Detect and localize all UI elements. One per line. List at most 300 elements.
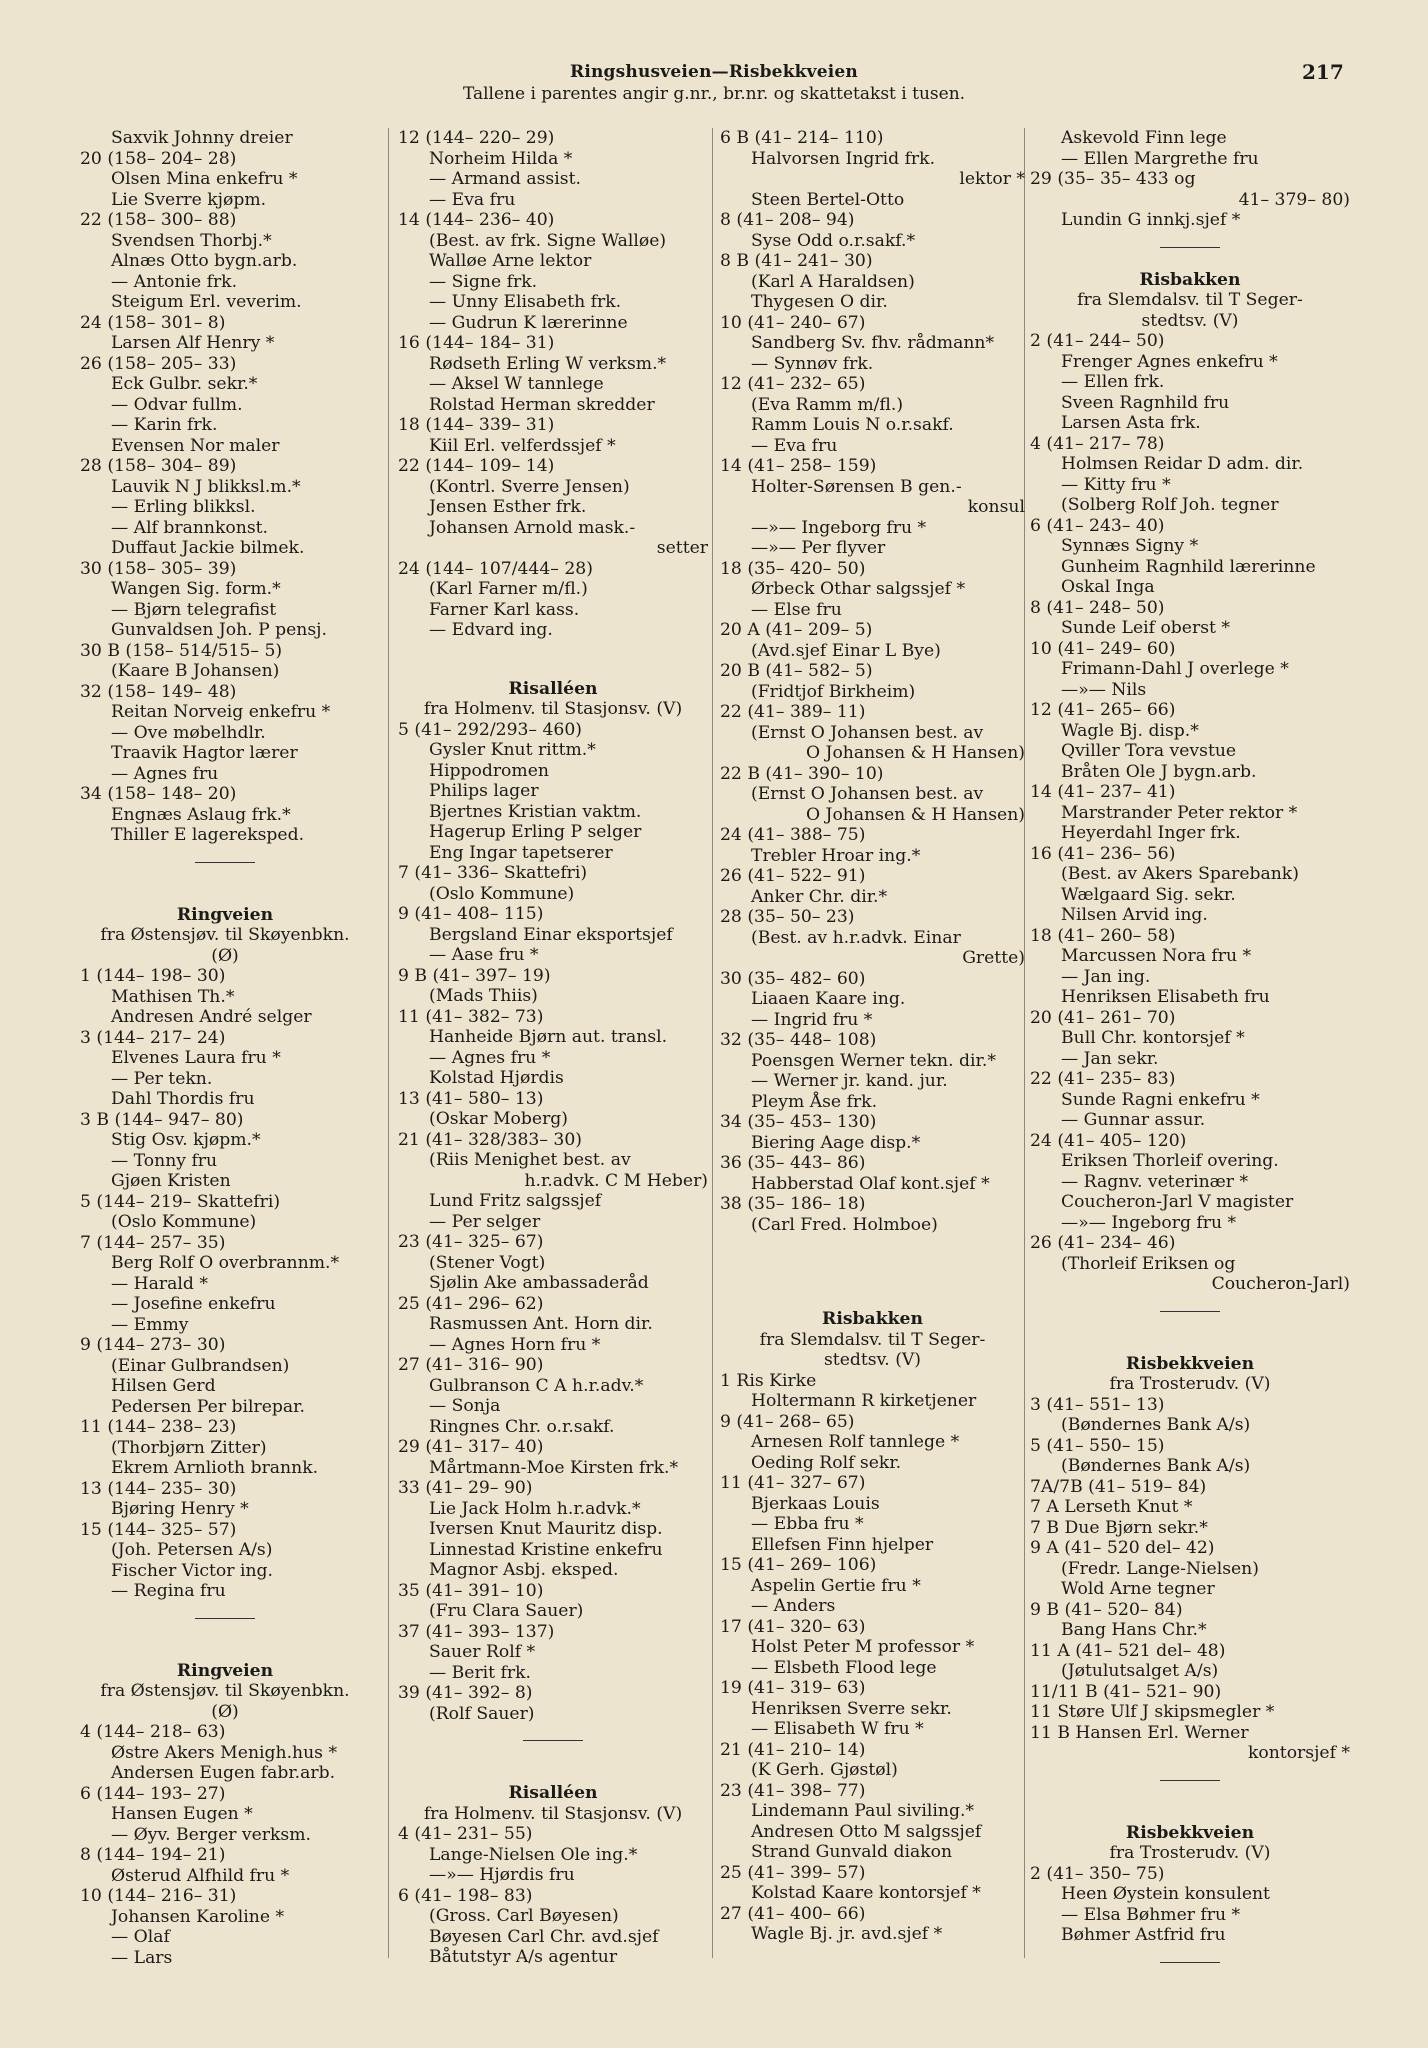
entry: Kolstad Kaare kontorsjef * xyxy=(751,1883,981,1903)
directory-column-3 xyxy=(720,128,1025,1945)
entry: (Riis Menighet best. av xyxy=(429,1150,631,1170)
entry: Alnæs Otto bygn.arb. xyxy=(111,251,298,271)
address-entry: 12 (41– 232– 65) xyxy=(720,374,866,394)
entry-continuation: setter xyxy=(656,538,708,558)
address-entry: 18 (35– 420– 50) xyxy=(720,558,866,579)
address-entry: 34 (158– 148– 20) xyxy=(80,784,237,804)
entry: Hippodromen xyxy=(429,760,549,781)
entry: Jensen Esther frk. xyxy=(429,497,587,517)
entry: Steigum Erl. veverim. xyxy=(111,292,302,312)
street-range: fra Trosterudv. (V) xyxy=(1109,1843,1271,1863)
entry: — Aase fru * xyxy=(429,945,539,965)
entry: — Elisabeth W fru * xyxy=(751,1719,924,1739)
entry: (Bøndernes Bank A/s) xyxy=(1061,1415,1251,1435)
section-divider xyxy=(195,1618,255,1619)
entry: Duffaut Jackie bilmek. xyxy=(111,538,305,558)
address-entry: 21 (41– 210– 14) xyxy=(720,1739,866,1760)
directory-column-4 xyxy=(1030,128,1350,1985)
entry: (Eva Ramm m/fl.) xyxy=(751,394,904,415)
running-head: Ringshusveien—Risbekkveien xyxy=(570,62,858,82)
address-entry: 29 (41– 317– 40) xyxy=(398,1437,544,1457)
entry: — Else fru xyxy=(751,599,842,620)
entry: Holst Peter M professor * xyxy=(751,1637,975,1657)
entry: — Kitty fru * xyxy=(1061,474,1171,495)
entry: Linnestad Kristine enkefru xyxy=(429,1539,663,1560)
entry: Marstrander Peter rektor * xyxy=(1061,802,1298,823)
entry: Gysler Knut rittm.* xyxy=(429,740,596,760)
entry: Rasmussen Ant. Horn dir. xyxy=(429,1314,653,1334)
address-entry: 23 (41– 398– 77) xyxy=(720,1780,866,1801)
address-entry: 9 (41– 408– 115) xyxy=(398,904,544,924)
address-entry: 22 (158– 300– 88) xyxy=(80,210,237,230)
entry: Hansen Eugen * xyxy=(111,1804,253,1824)
entry: (Solberg Rolf Joh. tegner xyxy=(1061,495,1279,515)
entry: Engnæs Aslaug frk.* xyxy=(111,804,291,825)
entry: Heyerdahl Inger frk. xyxy=(1061,823,1241,843)
entry: Lund Fritz salgssjef xyxy=(429,1191,602,1211)
entry: — Aksel W tannlege xyxy=(429,374,604,394)
entry: Bøyesen Carl Chr. avd.sjef xyxy=(429,1926,659,1947)
street-range: fra Holmenv. til Stasjonsv. (V) xyxy=(423,699,683,719)
address-entry: 38 (35– 186– 18) xyxy=(720,1194,866,1214)
entry: Østerud Alfhild fru * xyxy=(111,1865,290,1886)
address-entry: 7A/7B (41– 519– 84) xyxy=(1030,1476,1207,1497)
section-divider xyxy=(1160,1962,1220,1963)
entry: Biering Aage disp.* xyxy=(751,1132,921,1153)
entry: — Ellen Margrethe fru xyxy=(1061,148,1259,169)
entry: (Carl Fred. Holmboe) xyxy=(751,1214,938,1235)
entry: Gunvaldsen Joh. P pensj. xyxy=(111,620,327,640)
entry: Kolstad Hjørdis xyxy=(429,1068,564,1088)
entry: — Odvar fullm. xyxy=(111,394,243,415)
entry: (Fridtjof Birkheim) xyxy=(751,681,916,702)
address-entry: 6 (41– 198– 83) xyxy=(398,1885,533,1906)
entry: (Jøtulutsalget A/s) xyxy=(1061,1661,1219,1681)
entry: — Jan sekr. xyxy=(1061,1048,1159,1069)
entry: Østre Akers Menigh.hus * xyxy=(111,1742,338,1763)
entry: — Berit frk. xyxy=(429,1662,531,1683)
entry: Wagle Bj. jr. avd.sjef * xyxy=(751,1924,943,1944)
column-rule xyxy=(388,128,389,1958)
entry: Wælgaard Sig. sekr. xyxy=(1061,884,1236,905)
address-entry: 8 B (41– 241– 30) xyxy=(720,251,873,271)
address-entry: 1 (144– 198– 30) xyxy=(80,966,226,986)
entry: (Karl Farner m/fl.) xyxy=(429,579,588,599)
entry: Gulbranson C A h.r.adv.* xyxy=(429,1375,644,1396)
entry: Aspelin Gertie fru * xyxy=(751,1575,921,1596)
entry: Liaaen Kaare ing. xyxy=(751,989,906,1009)
address-entry: 18 (144– 339– 31) xyxy=(398,415,555,435)
street-heading: Risalléen xyxy=(508,1783,598,1803)
entry: Fischer Victor ing. xyxy=(111,1560,273,1581)
section-divider xyxy=(1160,247,1220,248)
address-entry: 6 (41– 243– 40) xyxy=(1030,515,1165,536)
entry: — Elsa Bøhmer fru * xyxy=(1061,1904,1241,1925)
entry: — Ove møbelhdlr. xyxy=(111,722,266,743)
address-entry: 8 (41– 208– 94) xyxy=(720,210,855,230)
address-entry: 10 (144– 216– 31) xyxy=(80,1886,237,1906)
entry: Pedersen Per bilrepar. xyxy=(111,1396,305,1417)
address-entry: 22 (41– 235– 83) xyxy=(1030,1069,1176,1089)
address-entry: 9 B (41– 520– 84) xyxy=(1030,1599,1183,1620)
entry: Olsen Mina enkefru * xyxy=(111,169,298,189)
entry: Poensgen Werner tekn. dir.* xyxy=(751,1050,996,1071)
address-entry: 2 (41– 244– 50) xyxy=(1030,331,1165,351)
entry: —»— Ingeborg fru * xyxy=(751,517,927,538)
entry: Lange-Nielsen Ole ing.* xyxy=(429,1844,638,1865)
entry: Hilsen Gerd xyxy=(111,1376,216,1396)
entry: Andresen Otto M salgssjef xyxy=(751,1821,982,1842)
entry: Norheim Hilda * xyxy=(429,148,573,169)
address-entry: 32 (158– 149– 48) xyxy=(80,681,237,702)
page-header xyxy=(0,62,1428,104)
entry: — Agnes Horn fru * xyxy=(429,1334,601,1355)
entry: Ekrem Arnlioth brannk. xyxy=(111,1458,319,1478)
entry: (Best. av Akers Sparebank) xyxy=(1061,864,1299,884)
entry: Wold Arne tegner xyxy=(1061,1579,1215,1599)
address-entry: 4 (41– 231– 55) xyxy=(398,1824,533,1844)
entry: Nilsen Arvid ing. xyxy=(1061,905,1208,925)
entry: — Karin frk. xyxy=(111,415,218,435)
street-range: fra Slemdalsv. til T Seger- xyxy=(759,1329,986,1350)
section-divider xyxy=(523,1740,583,1741)
entry-continuation: kontorsjef * xyxy=(1247,1743,1350,1763)
entry: Ramm Louis N o.r.sakf. xyxy=(751,415,954,435)
entry: Magnor Asbj. eksped. xyxy=(429,1560,619,1580)
address-entry: 20 A (41– 209– 5) xyxy=(720,620,873,640)
entry: Sauer Rolf * xyxy=(429,1642,536,1662)
entry: Halvorsen Ingrid frk. xyxy=(751,148,936,169)
entry: Andresen André selger xyxy=(111,1007,312,1027)
address-entry: 32 (35– 448– 108) xyxy=(720,1030,877,1050)
entry: Lie Sverre kjøpm. xyxy=(111,189,267,210)
entry: Strand Gunvald diakon xyxy=(751,1842,953,1862)
street-side: (Ø) xyxy=(211,1701,239,1722)
entry: — Edvard ing. xyxy=(429,620,553,640)
address-entry: 22 (41– 389– 11) xyxy=(720,702,866,722)
entry: Lindemann Paul siviling.* xyxy=(751,1801,975,1821)
address-entry: 28 (158– 304– 89) xyxy=(80,456,237,476)
entry: Traavik Hagtor lærer xyxy=(111,743,298,763)
column-rule xyxy=(712,128,713,1958)
address-entry: 39 (41– 392– 8) xyxy=(398,1683,533,1703)
address-entry: 22 B (41– 390– 10) xyxy=(720,763,884,784)
address-entry: 1 Ris Kirke xyxy=(720,1370,817,1391)
street-range: fra Holmenv. til Stasjonsv. (V) xyxy=(423,1803,683,1824)
entry: Holmsen Reidar D adm. dir. xyxy=(1061,454,1304,474)
entry: — Werner jr. kand. jur. xyxy=(751,1071,948,1091)
address-entry: 2 (41– 350– 75) xyxy=(1030,1863,1165,1884)
address-entry: 14 (144– 236– 40) xyxy=(398,210,555,230)
address-entry: 11 (144– 238– 23) xyxy=(80,1417,237,1437)
address-entry: 10 (41– 240– 67) xyxy=(720,312,866,333)
entry: Askevold Finn lege xyxy=(1061,128,1227,148)
entry: Henriksen Elisabeth fru xyxy=(1061,987,1270,1007)
address-entry: 9 (144– 273– 30) xyxy=(80,1335,226,1355)
address-entry: 14 (41– 237– 41) xyxy=(1030,782,1176,802)
address-entry: 20 (158– 204– 28) xyxy=(80,148,237,169)
entry: — Lars xyxy=(111,1947,173,1968)
address-entry: 36 (35– 443– 86) xyxy=(720,1153,866,1173)
entry: —»— Ingeborg fru * xyxy=(1061,1212,1237,1233)
entry: Synnæs Signy * xyxy=(1061,536,1199,556)
address-entry: 27 (41– 316– 90) xyxy=(398,1355,544,1375)
entry: Sandberg Sv. fhv. rådmann* xyxy=(751,333,995,353)
entry: — Unny Elisabeth frk. xyxy=(429,292,622,312)
entry: Johansen Karoline * xyxy=(111,1906,285,1927)
entry: — Tonny fru xyxy=(111,1150,218,1171)
entry: — Gudrun K lærerinne xyxy=(429,312,628,333)
entry: (Oslo Kommune) xyxy=(429,883,575,904)
entry: — Øyv. Berger verksm. xyxy=(111,1824,312,1845)
entry-continuation: 41– 379– 80) xyxy=(1238,189,1350,210)
entry: Frimann-Dahl J overlege * xyxy=(1061,659,1289,679)
address-entry: 20 (41– 261– 70) xyxy=(1030,1007,1176,1028)
entry: Marcussen Nora fru * xyxy=(1061,946,1252,966)
address-entry: 7 (41– 336– Skattefri) xyxy=(398,863,588,883)
entry: Bjertnes Kristian vaktm. xyxy=(429,801,642,822)
entry: Reitan Norveig enkefru * xyxy=(111,702,331,722)
entry: Larsen Asta frk. xyxy=(1061,413,1201,433)
entry: Berg Rolf O overbrannm.* xyxy=(111,1253,340,1273)
street-heading: Risbekkveien xyxy=(1125,1822,1255,1843)
entry: Evensen Nor maler xyxy=(111,435,280,456)
entry: Thygesen O dir. xyxy=(751,292,888,312)
entry: — Agnes fru * xyxy=(429,1047,551,1068)
entry: Larsen Alf Henry * xyxy=(111,333,275,353)
address-entry: 9 A (41– 520 del– 42) xyxy=(1030,1538,1215,1558)
entry: Sunde Ragni enkefru * xyxy=(1061,1089,1260,1110)
address-entry: 4 (41– 217– 78) xyxy=(1030,433,1165,454)
entry: Mathisen Th.* xyxy=(111,986,235,1007)
entry: — Bjørn telegrafist xyxy=(111,599,277,620)
entry: — Signe frk. xyxy=(429,271,538,292)
address-entry: 11 Støre Ulf J skipsmegler * xyxy=(1030,1702,1275,1722)
entry: Holter-Sørensen B gen.- xyxy=(751,476,962,497)
entry: — Olaf xyxy=(111,1927,170,1947)
address-entry: 30 B (158– 514/515– 5) xyxy=(80,640,283,661)
entry: Syse Odd o.r.sakf.* xyxy=(751,230,916,251)
street-range: stedtsv. (V) xyxy=(1141,310,1239,331)
entry: Farner Karl kass. xyxy=(429,599,580,620)
directory-column-2 xyxy=(398,128,708,1968)
entry-continuation: O Johansen & H Hansen) xyxy=(806,743,1025,763)
entry: — Armand assist. xyxy=(429,169,581,189)
entry: —»— Hjørdis fru xyxy=(429,1865,575,1885)
address-entry: 24 (41– 388– 75) xyxy=(720,825,866,845)
entry: (Kaare B Johansen) xyxy=(111,661,280,681)
address-entry: 35 (41– 391– 10) xyxy=(398,1580,544,1601)
entry: Elvenes Laura fru * xyxy=(111,1048,281,1068)
entry: Bull Chr. kontorsjef * xyxy=(1061,1028,1245,1048)
entry: (Fredr. Lange-Nielsen) xyxy=(1061,1558,1259,1579)
entry: — Regina fru xyxy=(111,1581,226,1601)
entry: Wagle Bj. disp.* xyxy=(1061,720,1199,741)
page-subtitle: Tallene i parentes angir g.nr., br.nr. og skattetakst i tusen. xyxy=(462,84,966,104)
entry: Trebler Hroar ing.* xyxy=(751,845,921,866)
entry: Gunheim Ragnhild lærerinne xyxy=(1061,556,1316,577)
section-divider xyxy=(1160,1780,1220,1781)
entry: Coucheron-Jarl V magister xyxy=(1061,1192,1294,1212)
entry: — Josefine enkefru xyxy=(111,1294,276,1314)
entry: Frenger Agnes enkefru * xyxy=(1061,351,1278,372)
entry: — Gunnar assur. xyxy=(1061,1110,1206,1130)
entry: — Synnøv frk. xyxy=(751,353,874,374)
entry: (Thorbjørn Zitter) xyxy=(111,1437,267,1458)
address-entry: 23 (41– 325– 67) xyxy=(398,1232,544,1252)
address-entry: 12 (41– 265– 66) xyxy=(1030,700,1176,720)
entry: Henriksen Sverre sekr. xyxy=(751,1698,952,1719)
entry: (Bøndernes Bank A/s) xyxy=(1061,1456,1251,1476)
address-entry: 20 B (41– 582– 5) xyxy=(720,661,873,681)
address-entry: 9 B (41– 397– 19) xyxy=(398,965,551,986)
entry: — Sonja xyxy=(429,1396,501,1416)
entry: Thiller E lagereksped. xyxy=(111,825,305,845)
entry: Bang Hans Chr.* xyxy=(1061,1620,1207,1640)
entry: (K Gerh. Gjøstøl) xyxy=(751,1760,898,1780)
address-entry: 16 (41– 236– 56) xyxy=(1030,843,1176,864)
address-entry: 3 (144– 217– 24) xyxy=(80,1027,226,1048)
entry: (Rolf Sauer) xyxy=(429,1703,535,1724)
address-entry: 37 (41– 393– 137) xyxy=(398,1621,555,1642)
entry: — Erling blikksl. xyxy=(111,497,256,517)
section-divider xyxy=(1160,1311,1220,1312)
address-entry: 9 (41– 268– 65) xyxy=(720,1411,855,1432)
street-heading: Risbakken xyxy=(822,1309,923,1329)
address-entry: 5 (144– 219– Skattefri) xyxy=(80,1191,281,1212)
entry: Båtutstyr A/s agentur xyxy=(429,1947,618,1967)
address-entry: 5 (41– 292/293– 460) xyxy=(398,719,583,740)
street-side: (Ø) xyxy=(211,945,239,966)
entry: (Ernst O Johansen best. av xyxy=(751,784,984,804)
address-entry: 11 (41– 327– 67) xyxy=(720,1473,866,1493)
entry: Ørbeck Othar salgssjef * xyxy=(751,579,966,599)
street-range: fra Østensjøv. til Skøyenbkn. xyxy=(100,925,350,945)
address-entry: 26 (41– 522– 91) xyxy=(720,866,866,886)
address-entry: 22 (144– 109– 14) xyxy=(398,456,555,476)
address-entry: 29 (35– 35– 433 og xyxy=(1030,169,1196,189)
entry: (Thorleif Eriksen og xyxy=(1061,1253,1236,1274)
entry: — Antonie frk. xyxy=(111,271,238,292)
street-range: fra Slemdalsv. til T Seger- xyxy=(1077,290,1303,310)
street-heading: Ringveien xyxy=(176,904,274,925)
entry: Iversen Knut Mauritz disp. xyxy=(429,1519,663,1539)
entry: Bøhmer Astfrid fru xyxy=(1061,1925,1226,1945)
entry: — Eva fru xyxy=(751,435,838,456)
entry: — Jan ing. xyxy=(1061,966,1151,987)
entry: — Ragnv. veterinær * xyxy=(1061,1171,1249,1192)
entry: Stig Osv. kjøpm.* xyxy=(111,1130,261,1150)
address-entry: 3 (41– 551– 13) xyxy=(1030,1394,1165,1415)
entry: Bjerkaas Louis xyxy=(751,1493,880,1514)
entry: Eck Gulbr. sekr.* xyxy=(111,374,258,394)
entry: Sjølin Ake ambassaderåd xyxy=(429,1273,649,1293)
address-entry: 18 (41– 260– 58) xyxy=(1030,925,1176,946)
entry: — Agnes fru xyxy=(111,763,219,784)
entry: Lundin G innkj.sjef * xyxy=(1061,210,1241,230)
address-entry: 28 (35– 50– 23) xyxy=(720,907,855,927)
entry: Sunde Leif oberst * xyxy=(1061,618,1230,638)
entry: — Anders xyxy=(751,1596,836,1616)
entry: Heen Øystein konsulent xyxy=(1061,1884,1270,1904)
entry: Pleym Åse frk. xyxy=(751,1091,878,1112)
address-entry: 6 (144– 193– 27) xyxy=(80,1783,226,1804)
address-entry: 10 (41– 249– 60) xyxy=(1030,638,1176,659)
entry: (Ernst O Johansen best. av xyxy=(751,722,984,743)
entry: — Per selger xyxy=(429,1211,541,1232)
entry: (Best. av h.r.advk. Einar xyxy=(751,927,961,948)
entry: (Gross. Carl Bøyesen) xyxy=(429,1906,619,1926)
address-entry: 11/11 B (41– 521– 90) xyxy=(1030,1681,1222,1702)
entry: — Emmy xyxy=(111,1314,189,1335)
address-entry: 14 (41– 258– 159) xyxy=(720,456,877,476)
entry: (Best. av frk. Signe Walløe) xyxy=(429,230,667,251)
entry: —»— Per flyver xyxy=(751,538,886,558)
entry: Lie Jack Holm h.r.advk.* xyxy=(429,1498,641,1519)
entry: Mårtmann-Moe Kirsten frk.* xyxy=(429,1457,679,1478)
entry: Lauvik N J blikksl.m.* xyxy=(111,476,301,497)
address-entry: 15 (41– 269– 106) xyxy=(720,1555,877,1575)
entry: (Kontrl. Sverre Jensen) xyxy=(429,476,630,497)
entry: Bergsland Einar eksportsjef xyxy=(429,924,673,945)
entry: (Avd.sjef Einar L Bye) xyxy=(751,640,941,661)
entry: Eng Ingar tapetserer xyxy=(429,842,613,863)
street-heading: Risbakken xyxy=(1139,269,1241,290)
address-entry: 26 (41– 234– 46) xyxy=(1030,1233,1176,1253)
entry-continuation: O Johansen & H Hansen) xyxy=(806,804,1025,825)
street-range: stedtsv. (V) xyxy=(823,1350,922,1370)
entry-continuation: konsul xyxy=(967,497,1025,517)
address-entry: 8 (41– 248– 50) xyxy=(1030,597,1165,618)
entry: Habberstad Olaf kont.sjef * xyxy=(751,1173,990,1194)
address-entry: 24 (158– 301– 8) xyxy=(80,312,226,333)
address-entry: 34 (35– 453– 130) xyxy=(720,1112,877,1132)
entry: — Ellen frk. xyxy=(1061,372,1165,392)
entry: Oskal Inga xyxy=(1061,577,1155,597)
entry: Philips lager xyxy=(429,781,539,801)
entry: Hanheide Bjørn aut. transl. xyxy=(429,1027,668,1047)
address-entry: 12 (144– 220– 29) xyxy=(398,128,555,148)
section-divider xyxy=(195,862,255,863)
entry: Svendsen Thorbj.* xyxy=(111,230,272,251)
address-entry: 24 (41– 405– 120) xyxy=(1030,1130,1187,1151)
entry: Arnesen Rolf tannlege * xyxy=(751,1432,960,1452)
entry: Anker Chr. dir.* xyxy=(751,886,888,907)
entry: Wangen Sig. form.* xyxy=(111,579,281,599)
entry: — Ingrid fru * xyxy=(751,1009,873,1030)
entry: Rolstad Herman skredder xyxy=(429,394,655,415)
entry: Eriksen Thorleif overing. xyxy=(1061,1151,1279,1171)
address-entry: 13 (41– 580– 13) xyxy=(398,1088,544,1109)
entry: Saxvik Johnny dreier xyxy=(111,128,293,148)
street-range: fra Østensjøv. til Skøyenbkn. xyxy=(100,1681,350,1701)
address-entry: 3 B (144– 947– 80) xyxy=(80,1109,244,1130)
address-entry: 27 (41– 400– 66) xyxy=(720,1903,866,1924)
entry: (Einar Gulbrandsen) xyxy=(111,1355,290,1376)
address-entry: 16 (144– 184– 31) xyxy=(398,333,555,353)
entry: —»— Nils xyxy=(1061,679,1147,700)
directory-column-1 xyxy=(80,128,370,1968)
address-entry: 25 (41– 399– 57) xyxy=(720,1862,866,1883)
entry-continuation: lektor * xyxy=(959,169,1025,189)
address-entry: 7 A Lerseth Knut * xyxy=(1030,1497,1193,1517)
entry: Sveen Ragnhild fru xyxy=(1061,392,1230,413)
entry: Andersen Eugen fabr.arb. xyxy=(111,1763,336,1783)
address-entry: 11 B Hansen Erl. Werner xyxy=(1030,1722,1249,1743)
address-entry: 26 (158– 205– 33) xyxy=(80,353,237,374)
address-entry: 5 (41– 550– 15) xyxy=(1030,1435,1165,1456)
entry: (Oskar Moberg) xyxy=(429,1109,569,1129)
